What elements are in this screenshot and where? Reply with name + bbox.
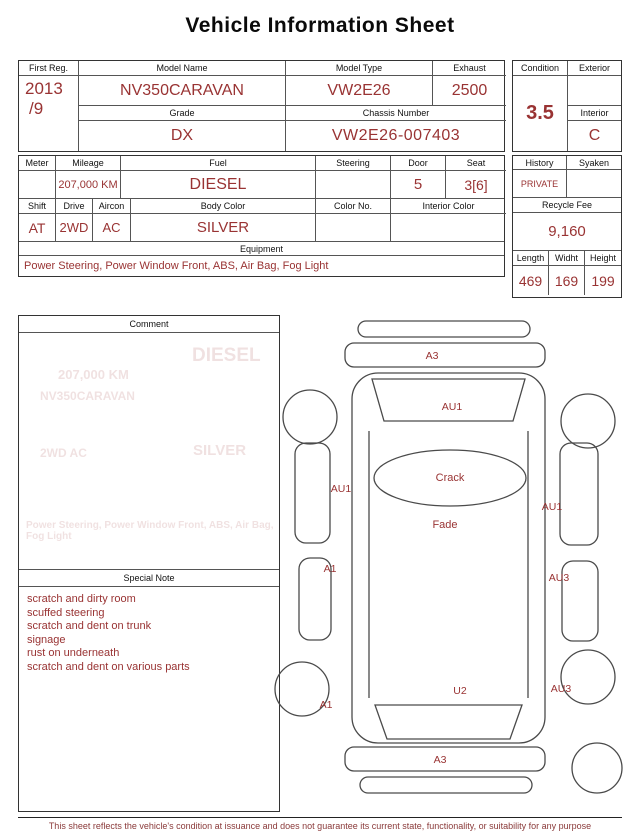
damage-code-crack: Crack bbox=[435, 472, 465, 484]
car-right-front-panel bbox=[560, 443, 598, 545]
specs-row-2 bbox=[19, 199, 504, 242]
height-label: Height bbox=[585, 251, 621, 266]
model-type-label: Model Type bbox=[286, 61, 433, 76]
special-note-item: rust on underneath bbox=[27, 647, 120, 659]
seat-value: 3[6] bbox=[464, 176, 488, 193]
dimensions-row bbox=[513, 251, 621, 295]
recycle-fee-label: Recycle Fee bbox=[513, 198, 621, 213]
comment-panel bbox=[18, 315, 280, 812]
recycle-fee-value: 9,160 bbox=[548, 223, 586, 240]
bleedthrough-text: 2WD AC bbox=[40, 446, 87, 460]
length-label: Length bbox=[513, 251, 549, 266]
first-reg-year: 2013 bbox=[25, 79, 63, 98]
shift-value: AT bbox=[19, 214, 56, 241]
history-row bbox=[513, 156, 621, 198]
special-note-item: scratch and dent on trunk bbox=[27, 620, 152, 632]
damage-code-au1-top: AU1 bbox=[441, 401, 463, 413]
page-title: Vehicle Information Sheet bbox=[185, 14, 455, 37]
aircon-value: AC bbox=[93, 214, 131, 241]
body-color-label: Body Color bbox=[131, 199, 316, 214]
car-rear-window bbox=[372, 379, 525, 421]
damage-code-fade: Fade bbox=[432, 519, 458, 531]
bleedthrough-text: DIESEL bbox=[192, 345, 261, 366]
wheel-front-left bbox=[283, 390, 337, 444]
special-note-item: scratch and dent on various parts bbox=[27, 660, 190, 673]
damage-code-au1-left: AU1 bbox=[330, 483, 352, 495]
grade-value: DX bbox=[79, 121, 286, 151]
comment-body bbox=[19, 333, 279, 569]
model-name-value: NV350CARAVAN bbox=[79, 76, 286, 106]
special-note-item: signage bbox=[27, 633, 66, 646]
car-bottom-bar bbox=[360, 777, 532, 793]
interior-label: Interior bbox=[568, 106, 621, 121]
mileage-value: 207,000 KM bbox=[56, 171, 121, 198]
model-name-label: Model Name bbox=[79, 61, 286, 76]
bleedthrough-text: NV350CARAVAN bbox=[40, 389, 135, 403]
condition-label: Condition bbox=[513, 61, 568, 76]
syaken-label: Syaken bbox=[567, 156, 621, 170]
chassis-number-label: Chassis Number bbox=[286, 106, 506, 121]
interior-color-label: Interior Color bbox=[391, 199, 506, 214]
exterior-value bbox=[568, 76, 621, 106]
condition-table bbox=[512, 60, 622, 152]
seat-label: Seat bbox=[446, 156, 506, 171]
special-note-label: Special Note bbox=[19, 569, 279, 587]
history-table bbox=[512, 155, 622, 298]
first-reg-month: /9 bbox=[29, 99, 44, 118]
meter-label: Meter bbox=[19, 156, 56, 171]
drive-value: 2WD bbox=[56, 214, 93, 241]
special-note-list bbox=[19, 587, 279, 674]
damage-code-au3-right: AU3 bbox=[548, 572, 570, 584]
condition-value: 3.5 bbox=[513, 76, 568, 151]
model-type-value: VW2E26 bbox=[286, 76, 433, 106]
shift-label: Shift bbox=[19, 199, 56, 214]
special-note-item: scratch and dirty room bbox=[27, 593, 136, 605]
damage-code-au1-right: AU1 bbox=[541, 501, 563, 513]
width-label: Widht bbox=[549, 251, 585, 266]
steering-value bbox=[316, 171, 391, 198]
door-value: 5 bbox=[391, 171, 446, 198]
specs-row-1 bbox=[19, 156, 504, 199]
car-body-outline bbox=[352, 373, 545, 743]
car-top-bumper bbox=[345, 343, 545, 367]
specs-table bbox=[18, 155, 505, 277]
exhaust-value: 2500 bbox=[433, 76, 506, 106]
length-value: 469 bbox=[513, 266, 549, 295]
fuel-label: Fuel bbox=[121, 156, 316, 171]
comment-label: Comment bbox=[19, 316, 279, 333]
height-value: 199 bbox=[591, 272, 615, 289]
width-value: 169 bbox=[549, 266, 585, 295]
car-diagram bbox=[272, 313, 635, 813]
car-front-window bbox=[375, 705, 522, 739]
bleedthrough-text: Power Steering, Power Window Front, ABS, Air Bag, Fog Light bbox=[26, 520, 274, 542]
damage-code-a3-top: A3 bbox=[425, 350, 439, 362]
car-left-front-panel bbox=[295, 443, 330, 543]
damage-code-a3-bottom: A3 bbox=[433, 754, 447, 766]
damage-code-a1-lower: A1 bbox=[319, 699, 333, 711]
exhaust-label: Exhaust bbox=[433, 61, 506, 76]
first-reg-label: First Reg. bbox=[19, 61, 79, 76]
damage-code-u2: U2 bbox=[453, 685, 467, 697]
color-no-value bbox=[316, 214, 391, 241]
first-reg-value bbox=[19, 76, 79, 151]
equipment-value: Power Steering, Power Window Front, ABS, Air Bag, Fog Light bbox=[24, 260, 329, 272]
car-diagram-area bbox=[272, 313, 635, 813]
equipment-label: Equipment bbox=[19, 242, 504, 256]
body-color-value: SILVER bbox=[131, 214, 316, 241]
door-label: Door bbox=[391, 156, 446, 171]
color-no-label: Color No. bbox=[316, 199, 391, 214]
steering-label: Steering bbox=[316, 156, 391, 171]
wheel-front-right bbox=[561, 394, 615, 448]
spare-wheel bbox=[572, 743, 622, 793]
meter-value bbox=[19, 171, 56, 198]
aircon-label: Aircon bbox=[93, 199, 131, 214]
history-label: History bbox=[513, 156, 567, 170]
bleedthrough-text: SILVER bbox=[193, 442, 247, 459]
interior-value: C bbox=[588, 127, 601, 144]
mileage-label: Mileage bbox=[56, 156, 121, 171]
wheel-rear-right bbox=[561, 650, 615, 704]
recycle-fee-cell bbox=[513, 213, 621, 251]
header-table bbox=[18, 60, 505, 152]
grade-label: Grade bbox=[79, 106, 286, 121]
drive-label: Drive bbox=[56, 199, 93, 214]
history-value: PRIVATE bbox=[513, 170, 567, 197]
special-note-item: scuffed steering bbox=[27, 606, 105, 619]
syaken-value bbox=[567, 170, 621, 197]
disclaimer-text: This sheet reflects the vehicle's condition at issuance and does not guarantee its current state, functionality, or suitability for any purpose bbox=[18, 817, 622, 831]
exterior-label: Exterior bbox=[568, 61, 621, 76]
damage-code-a1-left: A1 bbox=[323, 563, 337, 575]
damage-code-au3-lower: AU3 bbox=[550, 683, 572, 695]
car-roof-rail bbox=[358, 321, 530, 337]
fuel-value: DIESEL bbox=[121, 171, 316, 198]
interior-color-value bbox=[391, 214, 506, 241]
bleedthrough-text: 207,000 KM bbox=[58, 367, 129, 382]
chassis-number-value: VW2E26-007403 bbox=[331, 127, 461, 144]
